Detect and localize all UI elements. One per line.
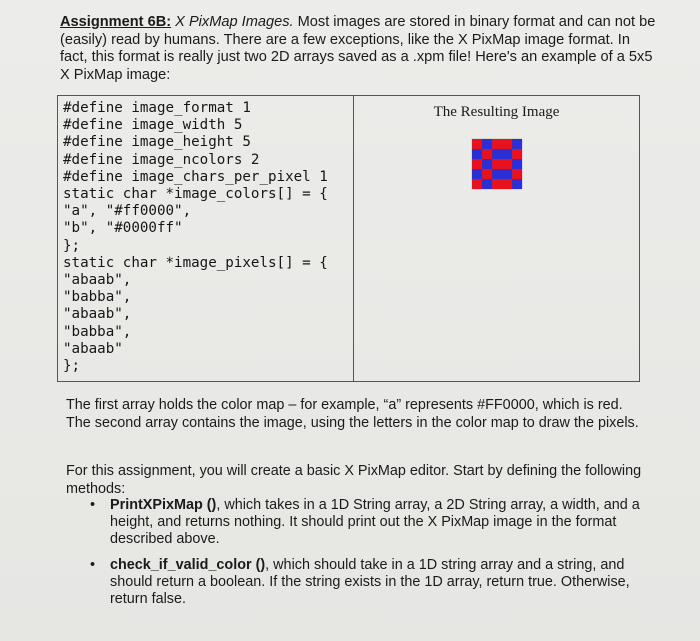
pixel-b (482, 159, 492, 169)
pixel-b (482, 179, 492, 189)
pixel-b (482, 139, 492, 149)
method-description: , which takes in a 1D String array, a 2D String array, a width, and a height, and returns nothing. It should print out the X PixMap image in the format described above. (110, 497, 640, 547)
assignment-label: Assignment 6B: (60, 14, 172, 30)
pixel-a (502, 139, 512, 149)
pixel-a (492, 139, 502, 149)
image-cell (354, 96, 640, 382)
list-item (66, 557, 646, 607)
pixmap-image (472, 139, 522, 189)
intro-paragraph (60, 14, 660, 84)
pixel-b (512, 179, 522, 189)
bullet-icon: • (90, 497, 96, 513)
pixel-a (512, 149, 522, 159)
pixel-a (482, 169, 492, 179)
code-listing: #define image_format 1 #define image_width 5 #define image_height 5 #define image_ncolors 2 #define image_chars_per_pixel 1 static char *image_colors[] = { "a", "#ff0000", "b", "#0000ff" }; static char *image_pixels[] = { "abaab", "babba", "abaab", "babba", "abaab" }; (63, 100, 328, 375)
method-description: , which should take in a 1D string array and a string, and should return a boolean. If the string exists in the 1D array, return true. Otherwise, return false. (110, 557, 630, 607)
pixel-a (492, 159, 502, 169)
color-map-paragraph: The first array holds the color map – for example, “a” represents #FF0000, which is red. The second array contains the image, using the letters in the color map to draw the pixels. (66, 397, 639, 431)
pixel-a (492, 179, 502, 189)
method-name: PrintXPixMap () (110, 497, 217, 513)
list-item (66, 497, 646, 547)
pixel-b (492, 169, 502, 179)
pixel-b (502, 149, 512, 159)
assignment-paragraph: For this assignment, you will create a basic X PixMap editor. Start by defining the following methods: (66, 463, 642, 497)
pixel-b (502, 169, 512, 179)
pixel-a (472, 179, 482, 189)
assignment-title: X PixMap Images. (175, 14, 294, 30)
pixel-a (472, 159, 482, 169)
pixel-b (492, 149, 502, 159)
pixel-a (512, 169, 522, 179)
intro-text: Most images are stored in binary format and can not be (easily) read by humans. There are a few exceptions, like the X PixMap image format. In fact, this format is really just two 2D arrays saved as a .xpm file! Here's an example of a 5x5 X PixMap image: (60, 14, 656, 83)
pixel-a (502, 179, 512, 189)
method-name: check_if_valid_color () (110, 557, 266, 574)
pixel-b (512, 139, 522, 149)
pixel-a (482, 149, 492, 159)
bullet-icon: • (90, 557, 96, 574)
pixel-b (472, 149, 482, 159)
pixel-b (512, 159, 522, 169)
example-table (57, 95, 640, 382)
pixel-a (502, 159, 512, 169)
pixel-b (472, 169, 482, 179)
resulting-image-title: The Resulting Image (433, 104, 560, 120)
pixel-a (472, 139, 482, 149)
methods-list (66, 497, 646, 618)
code-cell (58, 96, 354, 382)
